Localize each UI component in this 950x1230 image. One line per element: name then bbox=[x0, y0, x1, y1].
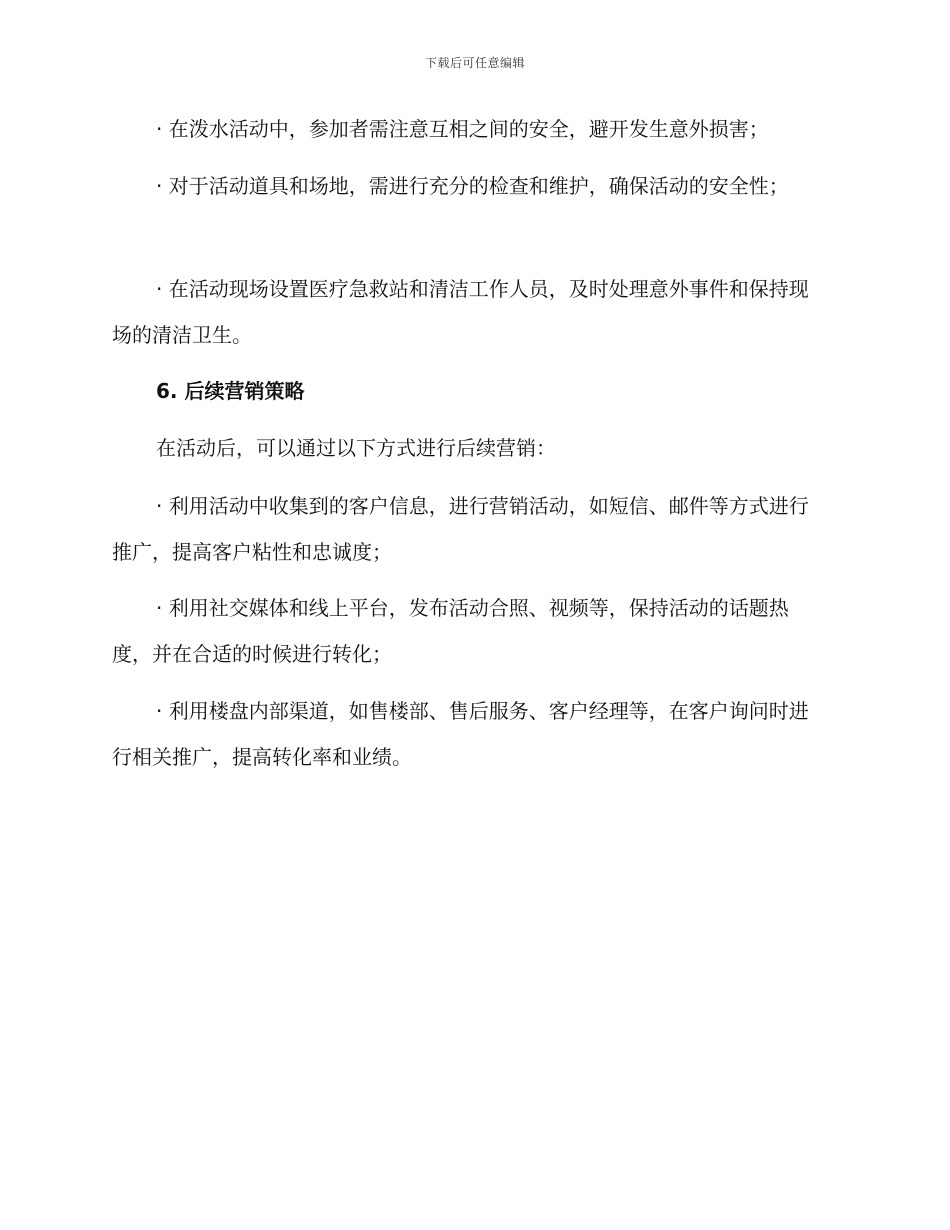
marketing-bullet-2: · 利用社交媒体和线上平台，发布活动合照、视频等，保持活动的话题热度，并在合适的时候进行转化； bbox=[112, 596, 789, 666]
page-header: 下载后可任意编辑 bbox=[424, 56, 525, 70]
safety-bullet-2: · 对于活动道具和场地，需进行充分的检查和维护，确保活动的安全性； bbox=[156, 174, 789, 198]
intro-paragraph: 在活动后，可以通过以下方式进行后续营销： bbox=[156, 436, 556, 460]
marketing-bullet-3: · 利用楼盘内部渠道，如售楼部、售后服务、客户经理等，在客户询问时进行相关推广，提高转化率和业绩。 bbox=[112, 699, 809, 769]
marketing-bullet-1: · 利用活动中收集到的客户信息，进行营销活动，如短信、邮件等方式进行推广，提高客户粘性和忠诚度； bbox=[112, 494, 809, 564]
section-heading: 6. 后续营销策略 bbox=[156, 379, 305, 403]
safety-bullet-3: · 在活动现场设置医疗急救站和清洁工作人员，及时处理意外事件和保持现场的清洁卫生。 bbox=[112, 277, 809, 347]
safety-bullet-1: · 在泼水活动中，参加者需注意互相之间的安全，避开发生意外损害； bbox=[156, 117, 769, 141]
